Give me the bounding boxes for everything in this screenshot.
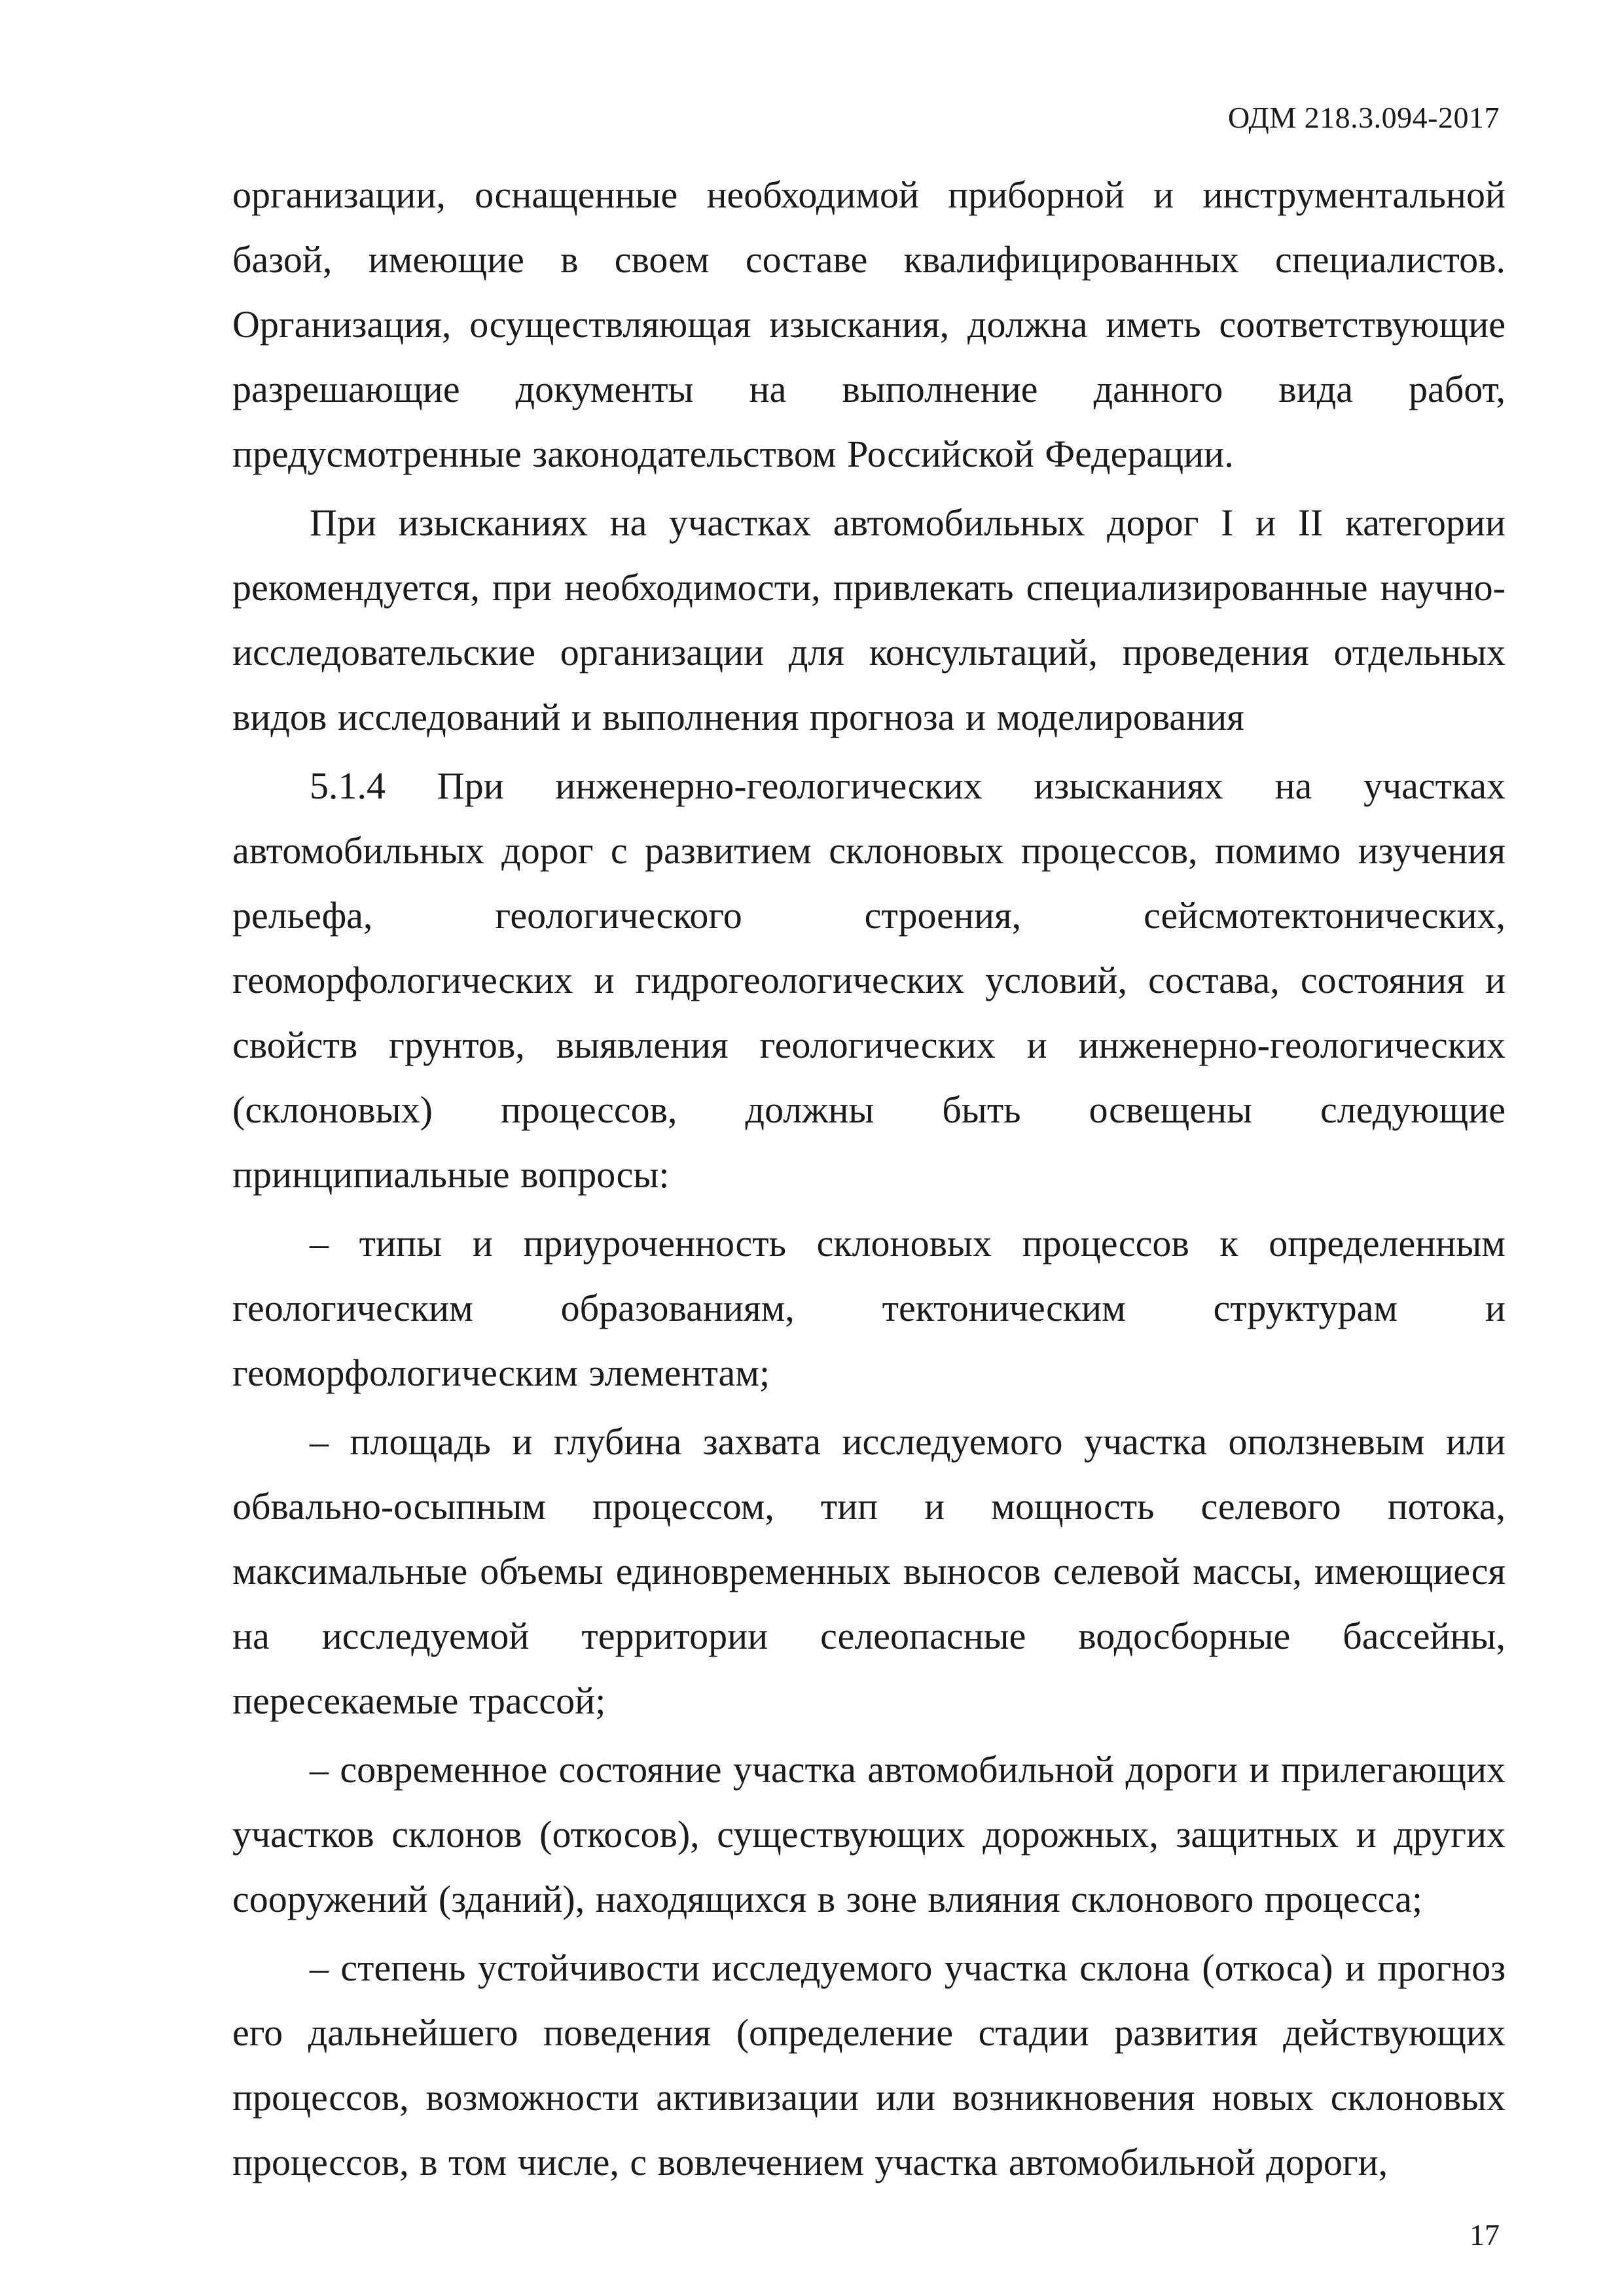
paragraph-category-roads: При изысканиях на участках автомобильных дорог I и II категории рекомендуется, при необходимости, привлекать специализированные научно-исследовательские организации для консультаций, проведения отдельных видов исследований и выполнения прогноза и моделирования [232, 501, 1506, 738]
paragraph-organizations: организации, оснащенные необходимой приборной и инструментальной базой, имеющие в своем составе квалифицированных специалистов. Организация, осуществляющая изыскания, должна иметь соответствующие разрешающие документы на выполнение данного вида работ, предусмотренные законодательством Российской Федерации. [232, 173, 1506, 475]
list-item-area-depth: – площадь и глубина захвата исследуемого участка оползневым или обвально-осыпным процессом, тип и мощность селевого потока, максимальные объемы единовременных выносов селевой массы, имеющиеся на исследуемой территории селеопасные водосборные бассейны, пересекаемые трассой; [232, 1420, 1506, 1722]
list-item-stability-degree: – степень устойчивости исследуемого участка склона (откоса) и прогноз его дальнейшего поведения (определение стадии развития действующих процессов, возможности активизации или возникновения новых склоновых процессов, в том числе, с вовлечением участка автомобильной дороги, [232, 1946, 1506, 2183]
list-item-current-state: – современное состояние участка автомобильной дороги и прилегающих участков склонов (откосов), существующих дорожных, защитных и других сооружений (зданий), находящихся в зоне влияния склонового процесса; [232, 1748, 1506, 1920]
document-code-header: ОДМ 218.3.094-2017 [1227, 101, 1500, 134]
page-number: 17 [1470, 2218, 1500, 2251]
document-body [232, 162, 1506, 2195]
list-item-process-types: – типы и приуроченность склоновых процессов к определенным геологическим образованиям, тектоническим структурам и геоморфологическим элементам; [232, 1222, 1506, 1394]
paragraph-section-5-1-4: 5.1.4 При инженерно-геологических изысканиях на участках автомобильных дорог с развитием склоновых процессов, помимо изучения рельефа, геологического строения, сейсмотектонических, геоморфологических и гидрогеологических условий, состава, состояния и свойств грунтов, выявления геологических и инженерно-геологических (склоновых) процессов, должны быть освещены следующие принципиальные вопросы: [232, 764, 1506, 1196]
